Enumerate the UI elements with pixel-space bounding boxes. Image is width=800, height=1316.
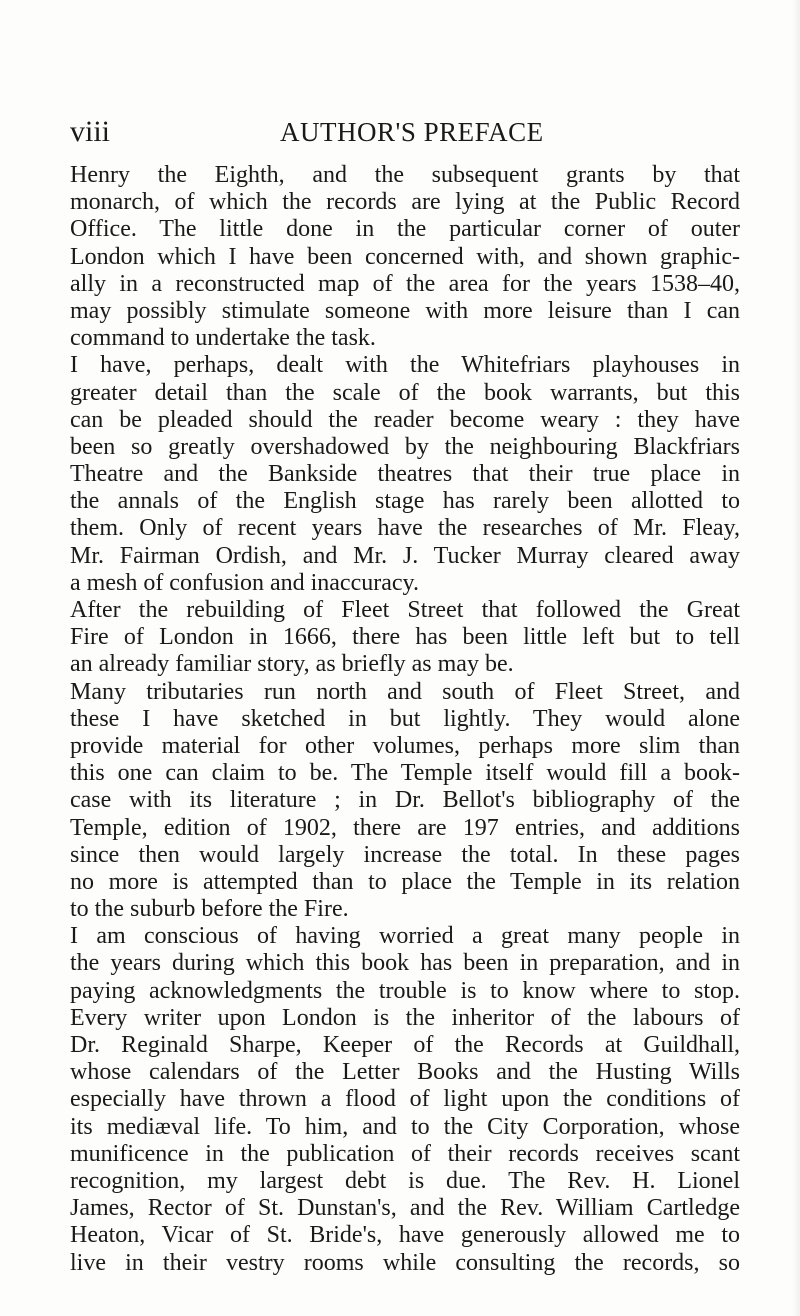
text-line: been so greatly overshadowed by the neighbouring Blackfriars (70, 433, 740, 460)
text-line: whose calendars of the Letter Books and the Husting Wills (70, 1059, 740, 1086)
text-line: no more is attempted than to place the Temple in its relation (70, 868, 740, 895)
text-line: Henry the Eighth, and the subsequent grants by that (70, 162, 740, 188)
text-line: command to undertake the task. (70, 325, 376, 352)
text-line: this one can claim to be. The Temple itself would fill a book- (70, 760, 740, 787)
text-line: Every writer upon London is the inheritor of the labours of (70, 1004, 740, 1031)
body-text (70, 162, 740, 1277)
text-line: a mesh of confusion and inaccuracy. (70, 569, 419, 596)
text-line: may possibly stimulate someone with more leisure than I can (70, 297, 740, 324)
page-header (70, 112, 730, 152)
text-line: ally in a reconstructed map of the area for the years 1538–40, (70, 270, 740, 297)
text-line: I am conscious of having worried a great many people in (70, 923, 740, 950)
text-line: Fire of London in 1666, there has been little left but to tell (70, 624, 740, 651)
page-edge-shadow (792, 0, 800, 1316)
running-head: AUTHOR'S PREFACE (280, 117, 544, 147)
text-line: live in their vestry rooms while consulting the records, so (70, 1249, 740, 1276)
text-line: Mr. Fairman Ordish, and Mr. J. Tucker Murray cleared away (70, 542, 740, 569)
text-line: them. Only of recent years have the researches of Mr. Fleay, (70, 515, 740, 542)
text-line: case with its literature ; in Dr. Bellot's bibliography of the (70, 787, 740, 814)
text-line: James, Rector of St. Dunstan's, and the Rev. William Cartledge (70, 1195, 740, 1222)
text-line: greater detail than the scale of the book warrants, but this (70, 379, 740, 406)
text-line: its mediæval life. To him, and to the City Corporation, whose (70, 1113, 740, 1140)
page-number: viii (70, 115, 111, 148)
text-line: Temple, edition of 1902, there are 197 entries, and additions (70, 814, 740, 841)
text-line: Theatre and the Bankside theatres that their true place in (70, 461, 740, 488)
text-line: recognition, my largest debt is due. The Rev. H. Lionel (70, 1167, 740, 1194)
text-line: Many tributaries run north and south of Fleet Street, and (70, 678, 740, 705)
text-line: an already familiar story, as briefly as may be. (70, 651, 514, 678)
text-line: the annals of the English stage has rarely been allotted to (70, 488, 740, 515)
text-line: provide material for other volumes, perhaps more slim than (70, 732, 740, 759)
text-line: Dr. Reginald Sharpe, Keeper of the Records at Guildhall, (70, 1032, 740, 1058)
text-line: especially have thrown a flood of light upon the conditions of (70, 1086, 740, 1113)
text-line: the years during which this book has been in preparation, and in (70, 950, 740, 977)
text-line: since then would largely increase the total. In these pages (70, 841, 740, 868)
text-line: London which I have been concerned with, and shown graphic- (70, 243, 740, 270)
text-line: After the rebuilding of Fleet Street that followed the Great (70, 597, 740, 623)
text-line: these I have sketched in but lightly. They would alone (70, 705, 740, 732)
text-line: munificence in the publication of their records receives scant (70, 1140, 740, 1167)
text-line: paying acknowledgments the trouble is to know where to stop. (70, 977, 740, 1004)
text-line: Heaton, Vicar of St. Bride's, have generously allowed me to (70, 1222, 740, 1249)
text-line: can be pleaded should the reader become weary : they have (70, 406, 740, 433)
text-line: Office. The little done in the particular corner of outer (70, 216, 740, 243)
text-line: to the suburb before the Fire. (70, 896, 349, 923)
text-line: monarch, of which the records are lying at the Public Record (70, 189, 740, 216)
text-line: I have, perhaps, dealt with the Whitefriars playhouses in (70, 352, 740, 379)
